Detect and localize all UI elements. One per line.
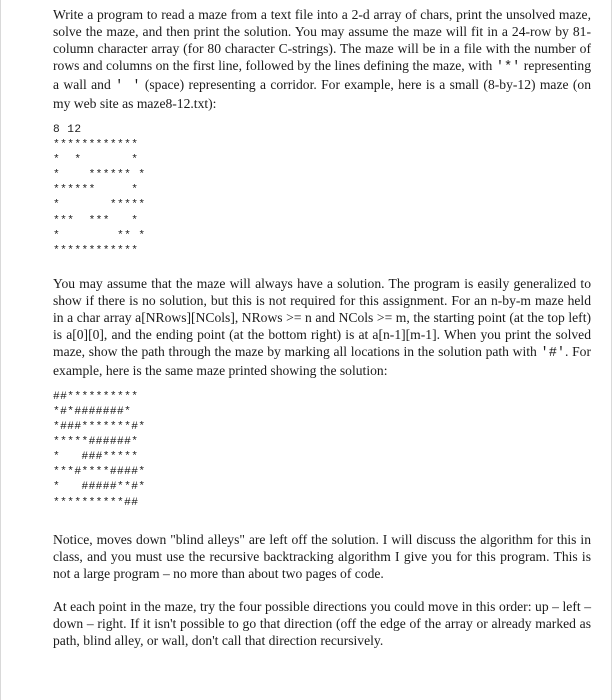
intro-text-3: (space) representing a corridor. For example, here is a small (8-by-12) maze (on my web site as maze8-12.txt): [53,77,591,111]
solution-text-1: You may assume that the maze will always have a solution. The program is easily generalized to show if there is no solution, but this is not required for this assignment. For an n-by-m maze held in a char array a[NRows][NCols], NRows >= n and NCols >= m, the starting point (at the top left) is a[0][0], and the ending point (at the bottom right) is at a[n-1][m-1]. When you print the solved maze, show the path through the maze by marking all locations in the solution path with [53,275,591,359]
wall-char-code: '*' [495,60,521,75]
path-char-code: '#' [540,345,566,361]
unsolved-maze-listing: 8 12 ************ * * * * ****** * ****** * * ***** *** *** * * ** * ************ [53,124,146,257]
solution-paragraph [53,275,591,379]
space-char-code: ' ' [115,79,141,94]
solved-maze-listing: ##********** *#*#######* *###*******#* *****######* * ###***** ***#****####* * #####**#* **********## [53,390,146,509]
blind-alleys-paragraph: Notice, moves down "blind alleys" are left off the solution. I will discuss the algorithm for this in class, and you must use the recursive backtracking algorithm I give you for this program. This is not a large program – no more than about two pages of code. [53,531,591,581]
intro-text-2: representing a wall and [53,58,591,92]
solution-text-2: . For example, here is the same maze printed showing the solution: [53,343,591,378]
directions-paragraph: At each point in the maze, try the four possible directions you could move in this order: up – left – down – right. If it isn't possible to go that direction (off the edge of the array or already marked as path, blind alley, or wall, don't call that direction recursively. [53,598,591,648]
intro-paragraph [53,6,591,112]
intro-text-1: Write a program to read a maze from a text file into a 2-d array of chars, print the unsolved maze, solve the maze, and then print the solution. You may assume the maze will fit in a 24-row by 81-column character array (for 80 character C-strings). The maze will be in a file with the number of rows and columns on the first line, followed by the lines defining the maze, with [53,7,591,73]
